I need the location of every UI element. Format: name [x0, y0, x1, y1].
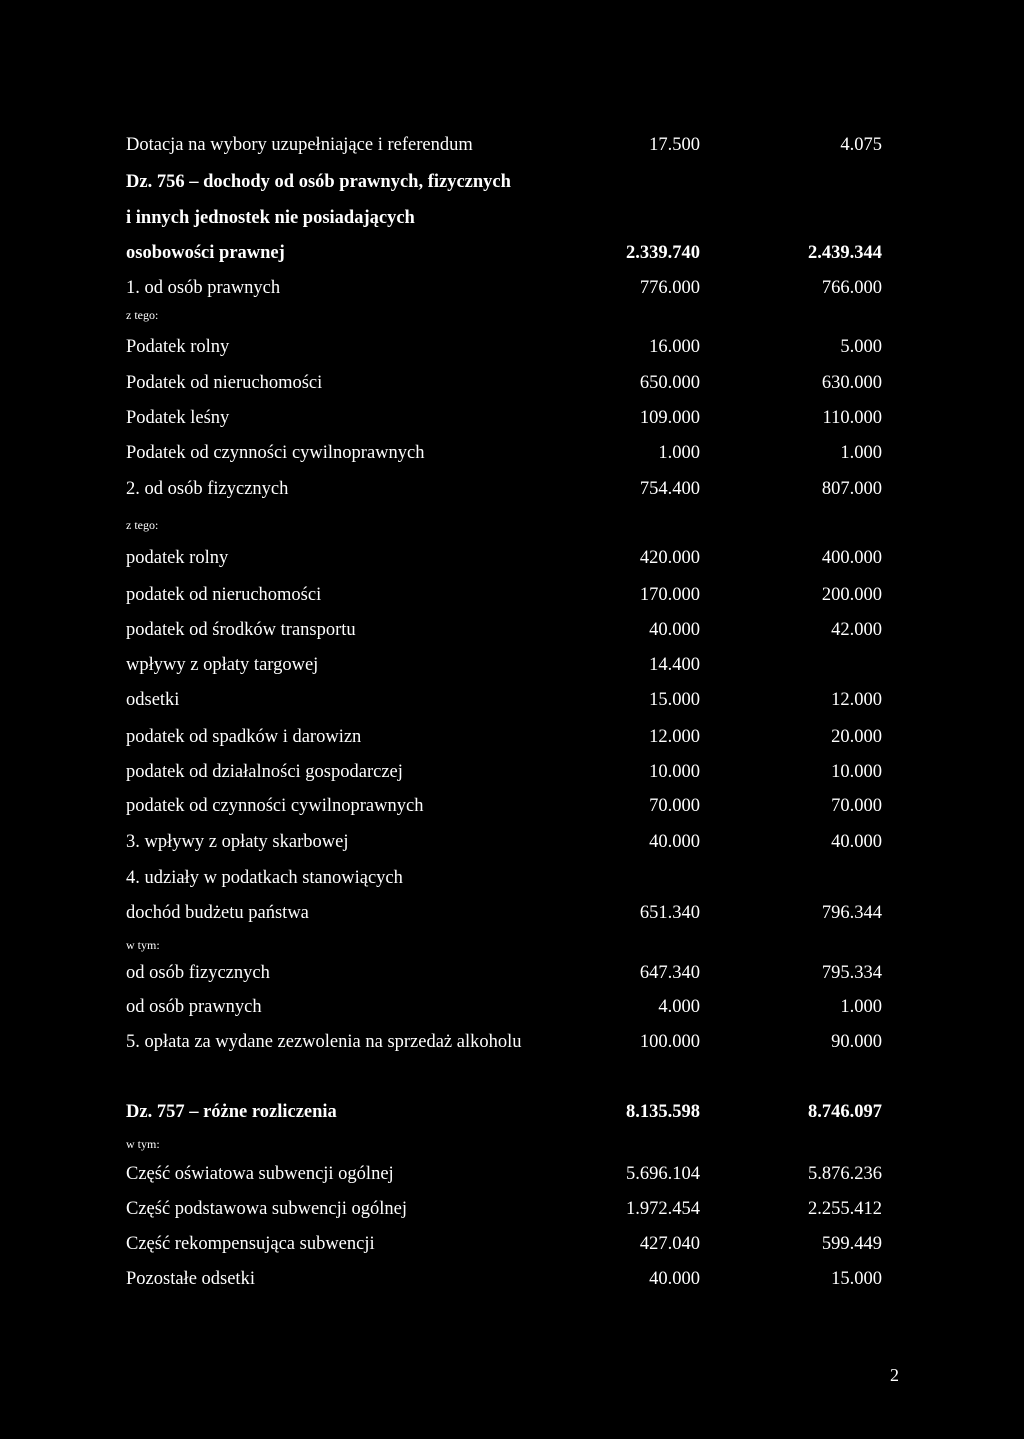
- row-value-plan: 16.000: [649, 337, 700, 357]
- subheading-row: [126, 307, 896, 323]
- table-row: [126, 406, 896, 430]
- row-label: Część podstawowa subwencji ogólnej: [126, 1199, 408, 1219]
- row-value-plan: 14.400: [649, 655, 700, 675]
- row-label: osobowości prawnej: [126, 243, 285, 263]
- row-label: Podatek od nieruchomości: [126, 373, 323, 393]
- row-value-plan: 427.040: [639, 1234, 700, 1254]
- row-label: 1. od osób prawnych: [126, 278, 281, 298]
- table-row: [126, 618, 896, 642]
- row-value-plan: 40.000: [649, 1269, 700, 1289]
- row-label: z tego:: [126, 518, 159, 532]
- table-row: [126, 583, 896, 607]
- row-label: 3. wpływy z opłaty skarbowej: [126, 832, 349, 852]
- table-row: [126, 477, 896, 501]
- row-value-plan: 170.000: [639, 585, 700, 605]
- subheading-row: [126, 517, 896, 533]
- table-row: [126, 866, 896, 890]
- row-label: wpływy z opłaty targowej: [126, 655, 319, 675]
- row-value-plan: 650.000: [639, 373, 700, 393]
- row-value-plan: 647.340: [639, 963, 700, 983]
- row-value-projection: 1.000: [840, 443, 882, 463]
- row-label: i innych jednostek nie posiadających: [126, 208, 415, 228]
- row-value-plan: 1.000: [658, 443, 700, 463]
- row-label: Część oświatowa subwencji ogólnej: [126, 1164, 394, 1184]
- row-value-projection: 599.449: [821, 1234, 882, 1254]
- subheading-row: [126, 1136, 896, 1152]
- row-value-projection: 766.000: [821, 278, 882, 298]
- row-label: 4. udziały w podatkach stanowiących: [126, 868, 403, 888]
- row-value-plan: 40.000: [649, 620, 700, 640]
- table-row: [126, 1162, 896, 1186]
- row-value-projection: 8.746.097: [808, 1102, 882, 1122]
- row-label: podatek od nieruchomości: [126, 585, 322, 605]
- row-value-plan: 10.000: [649, 762, 700, 782]
- row-value-projection: 20.000: [831, 727, 882, 747]
- row-value-plan: 2.339.740: [626, 243, 700, 263]
- row-value-plan: 1.972.454: [626, 1199, 700, 1219]
- row-label: Dotacja na wybory uzupełniające i referendum: [126, 135, 473, 155]
- row-value-plan: 420.000: [639, 548, 700, 568]
- row-value-plan: 5.696.104: [626, 1164, 700, 1184]
- table-row: [126, 276, 896, 300]
- table-row: [126, 1100, 896, 1124]
- table-row: [126, 901, 896, 925]
- row-value-plan: 15.000: [649, 690, 700, 710]
- table-row: [126, 133, 896, 157]
- row-label: Dz. 757 – różne rozliczenia: [126, 1102, 337, 1122]
- table-row: [126, 1197, 896, 1221]
- row-value-projection: 10.000: [831, 762, 882, 782]
- row-label: podatek od czynności cywilnoprawnych: [126, 796, 424, 816]
- subheading-row: [126, 937, 896, 953]
- row-value-projection: 2.255.412: [808, 1199, 882, 1219]
- table-row: [126, 830, 896, 854]
- row-value-projection: 15.000: [831, 1269, 882, 1289]
- row-label: od osób fizycznych: [126, 963, 270, 983]
- row-label: 2. od osób fizycznych: [126, 479, 289, 499]
- row-value-projection: 110.000: [822, 408, 882, 428]
- table-row: [126, 441, 896, 465]
- row-label: podatek rolny: [126, 548, 229, 568]
- row-label: od osób prawnych: [126, 997, 262, 1017]
- row-label: podatek od działalności gospodarczej: [126, 762, 403, 782]
- row-value-plan: 109.000: [639, 408, 700, 428]
- row-label: 5. opłata za wydane zezwolenia na sprzedaż alkoholu: [126, 1032, 522, 1052]
- table-row: [126, 1030, 896, 1054]
- table-row: [126, 760, 896, 784]
- table-row: [126, 1232, 896, 1256]
- row-value-plan: 651.340: [639, 903, 700, 923]
- row-value-projection: 200.000: [821, 585, 882, 605]
- table-row: [126, 961, 896, 985]
- row-value-plan: 70.000: [649, 796, 700, 816]
- row-label: Podatek rolny: [126, 337, 230, 357]
- row-value-plan: 40.000: [649, 832, 700, 852]
- row-value-plan: 17.500: [649, 135, 700, 155]
- row-value-projection: 4.075: [840, 135, 882, 155]
- table-row: [126, 688, 896, 712]
- row-value-plan: 8.135.598: [626, 1102, 700, 1122]
- row-label: Podatek leśny: [126, 408, 230, 428]
- row-value-plan: 100.000: [639, 1032, 700, 1052]
- row-value-plan: 4.000: [658, 997, 700, 1017]
- row-value-projection: 795.334: [821, 963, 882, 983]
- row-label: Część rekompensująca subwencji: [126, 1234, 375, 1254]
- row-value-projection: 1.000: [840, 997, 882, 1017]
- row-value-projection: 5.876.236: [808, 1164, 882, 1184]
- row-value-plan: 12.000: [649, 727, 700, 747]
- row-value-projection: 400.000: [821, 548, 882, 568]
- table-row: [126, 995, 896, 1019]
- table-row: [126, 371, 896, 395]
- row-value-projection: 807.000: [821, 479, 882, 499]
- table-row: [126, 546, 896, 570]
- row-value-projection: 70.000: [831, 796, 882, 816]
- table-row: [126, 1267, 896, 1291]
- row-label: z tego:: [126, 308, 159, 322]
- row-label: w tym:: [126, 938, 160, 952]
- row-value-projection: 12.000: [831, 690, 882, 710]
- row-value-projection: 40.000: [831, 832, 882, 852]
- table-row: [126, 241, 896, 265]
- row-value-plan: 754.400: [639, 479, 700, 499]
- table-row: [126, 335, 896, 359]
- row-label: podatek od spadków i darowizn: [126, 727, 362, 747]
- row-value-projection: 90.000: [831, 1032, 882, 1052]
- table-row: [126, 725, 896, 749]
- row-label: odsetki: [126, 690, 180, 710]
- row-label: Podatek od czynności cywilnoprawnych: [126, 443, 425, 463]
- row-label: w tym:: [126, 1137, 160, 1151]
- row-value-projection: 630.000: [821, 373, 882, 393]
- row-value-projection: 796.344: [821, 903, 882, 923]
- page-number: 2: [890, 1365, 899, 1385]
- row-value-projection: 42.000: [831, 620, 882, 640]
- row-label: Dz. 756 – dochody od osób prawnych, fizycznych: [126, 172, 511, 192]
- table-row: [126, 206, 896, 230]
- row-label: Pozostałe odsetki: [126, 1269, 255, 1289]
- row-value-plan: 776.000: [639, 278, 700, 298]
- table-row: [126, 653, 896, 677]
- table-row: [126, 170, 896, 194]
- row-label: dochód budżetu państwa: [126, 903, 309, 923]
- table-row: [126, 794, 896, 818]
- row-label: podatek od środków transportu: [126, 620, 356, 640]
- row-value-projection: 5.000: [840, 337, 882, 357]
- row-value-projection: 2.439.344: [808, 243, 882, 263]
